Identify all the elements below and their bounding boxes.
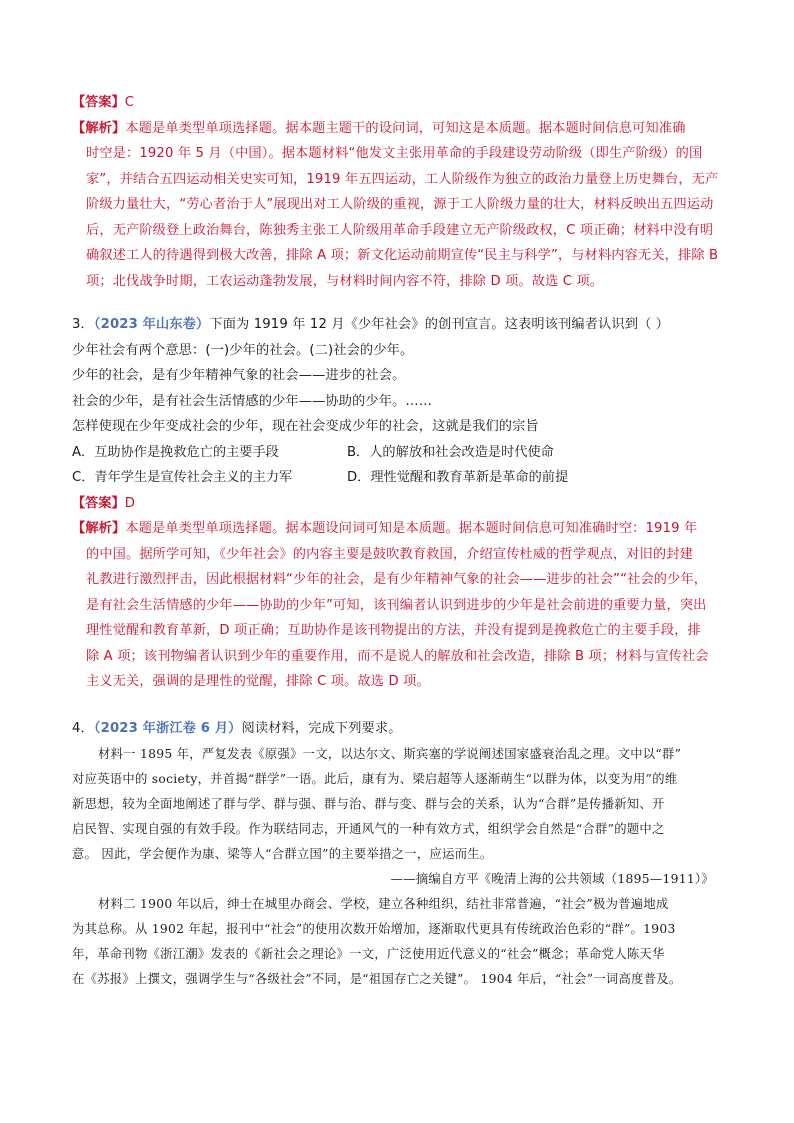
q4-material1-source: ——摘编自方平《晚清上海的公共领域（1895—1911）》 [390,871,714,886]
answer-tag: 【答案】 [72,495,125,511]
question-stem: 阅读材料，完成下列要求。 [241,721,402,736]
q3-options-row [72,465,724,491]
answer-value: D [124,495,135,511]
answer-tag: 【答案】 [72,95,125,110]
option-d: D．理性觉醒和教育革新是革命的前提 [347,470,569,485]
q3-analysis-line: 的中国。据所学可知，《少年社会》的内容主要是鼓吹教育救国，介绍宣传杜威的哲学观点，对旧的封建 [86,546,693,562]
option-b: B．人的解放和社会改造是时代使命 [347,444,554,460]
question-stem: 下面为 1919 年 12 月《少年社会》的创刊宣言。这表明该刊编者认识到（ ） [209,317,670,332]
q3-analysis-line: 理性觉醒和教育革新，D 项正确；互助协作是该刊物提出的方法，并没有提到是挽救危亡的主要手段，排 [86,623,701,638]
q3-material-line: 少年的社会，是有少年精神气象的社会——进步的社会。 [72,368,406,383]
q3-material-line: 社会的少年，是有社会生活情感的少年——协助的少年。…… [72,393,433,409]
q3-analysis-line: 除 A 项；该刊物编者认识到少年的重要作用，而不是说人的解放和社会改造，排除 B 项；材料与宣传社会 [86,648,709,664]
q3-material-line: 少年社会有两个意思：(一)少年的社会。(二)社会的少年。 [72,342,414,358]
question-number: 3． [72,317,94,332]
option-c: C．青年学生是宣传社会主义的主力军 [72,470,293,485]
q2-analysis-line: 后，无产阶级登上政治舞台，陈独秀主张工人阶级用革命手段建立无产阶级政权，C 项正确；材料中没有明 [86,222,714,238]
question-number: 4． [72,721,94,736]
q3-answer [72,491,724,517]
q2-analysis-line: 【解析】本题是单类型单项选择题。据本题主题干的设问词，可知这是本质题。据本题时间信息可知准确 [72,120,686,136]
q4-material1-line: 启民智、实现自强的有效手段。作为联结同志，开通风气的一种有效方式，组织学会自然是“合群”的题中之 [72,821,665,836]
q2-analysis-line: 确叙述工人的待遇得到极大改善，排除 A 项；新文化运动前期宣传“民主与科学”，与材料内容无关，排除 B [86,248,719,263]
analysis-tag: 【解析】 [72,521,126,536]
q4-material1-line: 对应英语中的 society，并首揭“群学”一语。此后，康有为、梁启超等人逐渐萌生“以群为体，以变为用”的维 [72,771,678,786]
q4-material1-line: 新思想，较为全面地阐述了群与学、群与强、群与治、群与变、群与会的关系，认为“合群”是传播新知、开 [72,796,665,811]
q2-analysis-line: 阶级力量壮大，“劳心者治于人”展现出对工人阶级的重视，源于工人阶级力量的壮大，材料反映出五四运动 [86,197,714,212]
q3-analysis-line: 主义无关，强调的是理性的觉醒，排除 C 项。故选 D 项。 [86,674,430,689]
q2-section [72,90,724,294]
q3-analysis-line: 【解析】本题是单类型单项选择题。据本题设问词可知是本质题。据本题时间信息可知准确时空：1919 年 [72,521,698,536]
q4-stem [72,716,724,742]
q3-section [72,312,724,695]
q4-material2-line: 在《苏报》上撰文，强调学生与“各级社会”不同，是“祖国存亡之关键”。 1904 年后，“社会”一词高度普及。 [72,971,682,986]
q4-material2-line: 为其总称。从 1902 年起，报刊中“社会”的使用次数开始增加，逐渐取代更具有传统政治色彩的“群”。1903 [72,921,676,936]
q3-analysis-line: 礼教进行激烈抨击，因此根据材料“少年的社会，是有少年精神气象的社会——进步的社会”“社会的少年， [86,572,708,587]
answer-value: C [124,95,134,110]
q4-material1-line: 材料一 1895 年，严复发表《原强》一文，以达尔文、斯宾塞的学说阐述国家盛衰治乱之理。文中以“群” [98,746,682,761]
q4-material1-line: 意。 因此，学会便作为康、梁等人“合群立国”的主要举措之一，应运而生。 [72,846,493,861]
q3-options-row [72,440,724,466]
q2-analysis-line: 时空是：1920 年 5 月（中国）。据本题材料“他发文主张用革命的手段建设劳动阶级（即生产阶级）的国 [86,146,703,161]
q3-material-line: 怎样使现在少年变成社会的少年，现在社会变成少年的社会，这就是我们的宗旨 [72,419,539,434]
question-source: （2023 年浙江卷 6 月） [93,721,242,736]
option-a: A．互助协作是挽救危亡的主要手段 [72,444,279,460]
question-source: （2023 年山东卷） [93,317,210,332]
q2-analysis-line: 项；北伐战争时期，工农运动蓬勃发展，与材料时间内容不符，排除 D 项。故选 C 项。 [86,273,604,289]
q3-stem [72,312,724,338]
q4-material2-line: 年，革命刊物《浙江潮》发表的《新社会之理论》一文，广泛使用近代意义的“社会”概念；革命党人陈天华 [72,946,665,961]
q3-analysis-line: 是有社会生活情感的少年——协助的少年”可知，该刊编者认识到进步的少年是社会前进的重要力量，突出 [86,597,707,613]
q2-analysis-line: 家”，并结合五四运动相关史实可知，1919 年五四运动，工人阶级作为独立的政治力量登上历史舞台，无产 [86,171,719,187]
q4-section [72,716,724,992]
q2-answer [72,90,724,116]
q4-material2-line: 材料二 1900 年以后，绅士在城里办商会、学校，建立各种组织，结社非常普遍，“社会”极为普遍地成 [98,896,669,911]
analysis-tag: 【解析】 [72,120,126,136]
